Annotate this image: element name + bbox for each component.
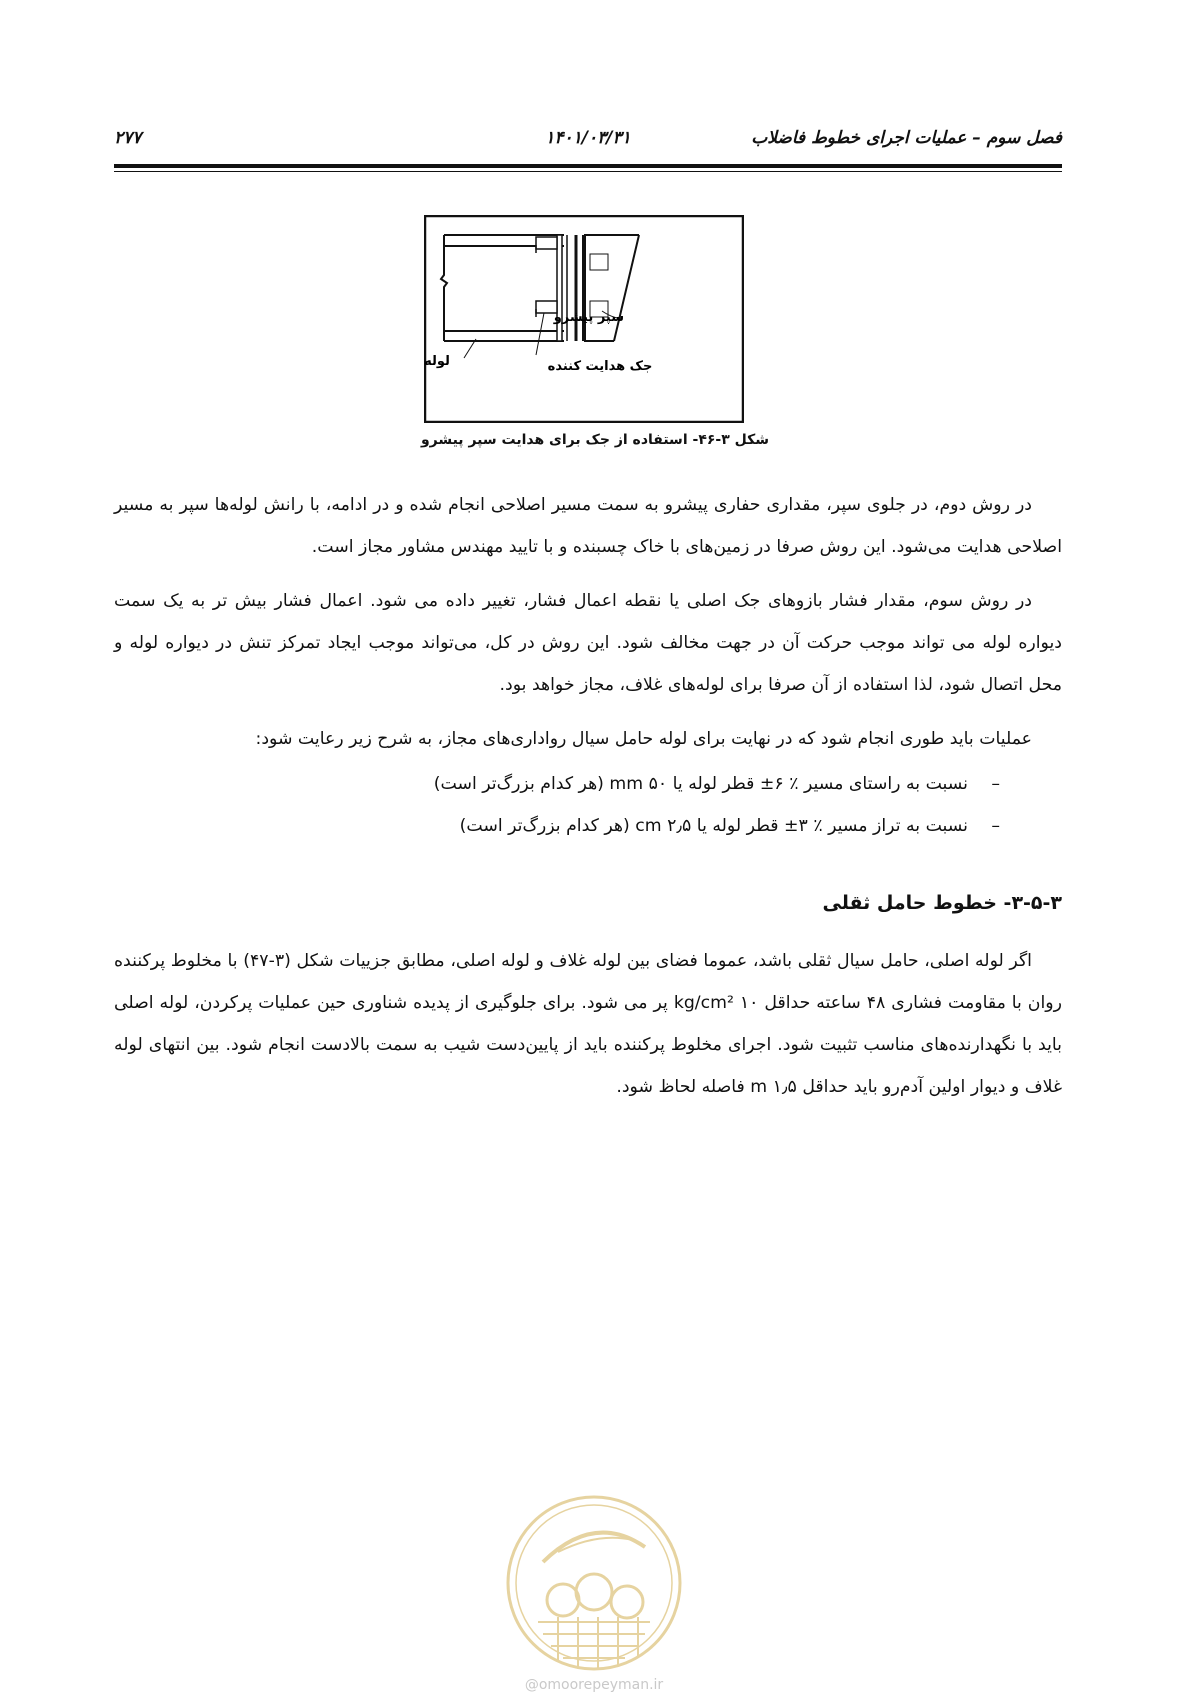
- list-item: [114, 763, 1062, 805]
- paragraph-tolerance-intro: عملیات باید طوری انجام شود که در نهایت برای لوله حامل سیال رواداری‌های مجاز، به شرح زیر رعایت شود:: [255, 729, 1032, 749]
- pipe-label: لوله: [424, 354, 450, 369]
- page-number: ۲۷۷: [114, 128, 142, 148]
- chapter-title: فصل سوم – عملیات اجرای خطوط فاضلاب: [751, 128, 1062, 148]
- pipe-end: [557, 235, 562, 341]
- shield-bracket-top: [590, 254, 608, 270]
- paragraph-gravity-lines: اگر لوله اصلی، حامل سیال ثقلی باشد، عموما فضای بین لوله غلاف و لوله اصلی، مطابق جزییات شکل (۳-۴۷) با مخلوط پرکننده روان با مقاومت فشاری ۴۸ ساعته حداقل ۱۰ kg/cm² پر می شود. برای جلوگیری از پدیده شناوری حین عملیات پرکردن، لوله اصلی باید با نگهدارنده‌های مناسب تثبیت شود. اجرای مخلوط پرکننده باید از پایین‌دست شیب به سمت بالادست انجام شود. بین انتهای لوله غلاف و دیوار اولین آدم‌رو باید حداقل ۱٫۵ m فاصله لحاظ شود.: [114, 951, 1062, 1097]
- list-dash: –: [991, 816, 1000, 836]
- list-item: [114, 805, 1062, 847]
- list-item-text: نسبت به راستای مسیر ٪ ۶± قطر لوله یا ۵۰ mm (هر کدام بزرگ‌تر است): [433, 774, 968, 794]
- header-date: ۱۴۰۱/۰۳/۳۱: [545, 128, 631, 148]
- watermark-seal: [503, 1492, 685, 1674]
- paragraph-method-three: در روش سوم، مقدار فشار بازوهای جک اصلی یا نقطه اعمال فشار، تغییر داده می شود. اعمال فشار بیش تر به یک سمت دیواره لوله می تواند موجب حرکت آن در جهت مخالف شود. این روش در کل، می‌تواند موجب ایجاد تمرکز تنش در دیواره لوله و محل اتصال شود، لذا استفاده از آن صرفا برای لوله‌های غلاف، مجاز خواهد بود.: [114, 591, 1062, 695]
- figure-caption: شکل ۳-۴۶- استفاده از جک برای هدایت سپر پیشرو: [420, 432, 770, 448]
- jack-top: [536, 237, 557, 249]
- shield-jack-diagram: [424, 215, 744, 423]
- jack-label: جک هدایت کننده: [547, 359, 653, 374]
- page-header: [114, 128, 1062, 154]
- list-item-text: نسبت به تراز مسیر ٪ ۳± قطر لوله یا ۲٫۵ cm (هر کدام بزرگ‌تر است): [459, 816, 968, 836]
- shield-label: سپر پیشرو: [553, 310, 624, 325]
- header-rule-thin: [114, 171, 1062, 172]
- tolerance-list: [114, 763, 1062, 847]
- list-dash: –: [991, 774, 1000, 794]
- watermark-url: @omoorepeyman.ir: [524, 1677, 664, 1693]
- header-rule-thick: [114, 164, 1062, 168]
- paragraph-method-two: در روش دوم، در جلوی سپر، مقداری حفاری پیشرو به سمت مسیر اصلاحی انجام شده و در ادامه، با رانش لوله‌ها سپر به مسیر اصلاحی هدایت می‌شود. این روش صرفا در زمین‌های با خاک چسبنده و با تایید مهندس مشاور مجاز است.: [114, 495, 1062, 557]
- section-heading: ۳-۵-۳- خطوط حامل ثقلی: [822, 892, 1062, 914]
